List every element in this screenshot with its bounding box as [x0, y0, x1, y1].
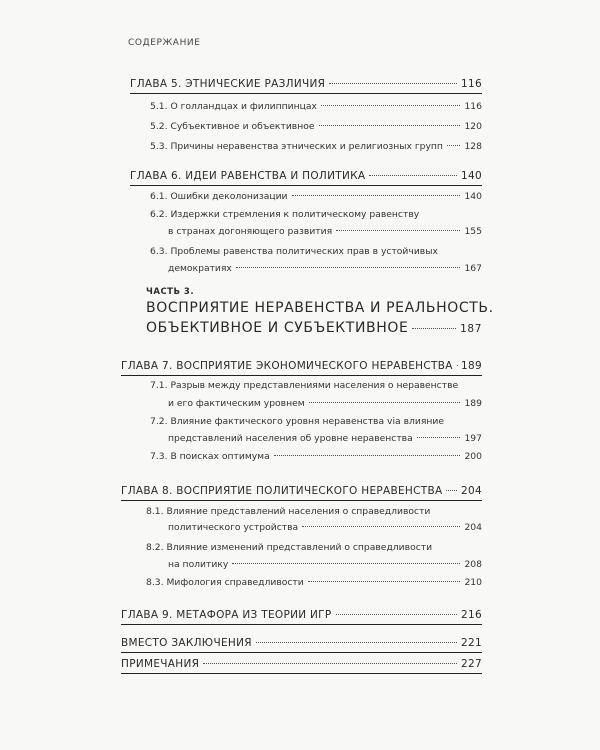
- toc-section-5-3: [150, 141, 482, 152]
- chapter-underline: [130, 185, 482, 186]
- toc-chapter-title: ВМЕСТО ЗАКЛЮЧЕНИЯ: [121, 637, 252, 649]
- page-header: СОДЕРЖАНИЕ: [128, 38, 201, 48]
- toc-section-7-2: [168, 433, 482, 444]
- part-title: ВОСПРИЯТИЕ НЕРАВЕНСТВА И РЕАЛЬНОСТЬ.: [146, 300, 494, 316]
- toc-section-title: 8.2. Влияние изменений представлений о справедливости: [146, 542, 433, 553]
- toc-section-5-2: [150, 121, 482, 132]
- toc-section-7-1: [168, 398, 482, 409]
- toc-chapter-9: [121, 609, 482, 621]
- toc-part-3: [146, 320, 482, 336]
- toc-page-number: 140: [464, 191, 482, 202]
- toc-section-title-cont: представлений населения об уровне неравенства: [168, 433, 413, 444]
- toc-chapter-title: ПРИМЕЧАНИЯ: [121, 658, 200, 670]
- toc-page-number: 197: [464, 433, 482, 444]
- chapter-underline: [121, 673, 482, 674]
- toc-page-number: 204: [461, 485, 482, 497]
- toc-page-number: 216: [461, 609, 482, 621]
- toc-section-title-cont: на политику: [168, 559, 229, 570]
- toc-page-number: 210: [464, 577, 482, 588]
- toc-page-number: 208: [464, 559, 482, 570]
- toc-chapter-8: [121, 485, 482, 497]
- chapter-underline: [121, 500, 482, 501]
- toc-section-6-3: [168, 263, 482, 274]
- toc-page-number: 116: [461, 78, 482, 90]
- chapter-underline: [121, 375, 482, 376]
- toc-notes: [121, 658, 482, 670]
- toc-section-title: 8.1. Влияние представлений населения о справедливости: [146, 506, 431, 517]
- toc-page-number: 128: [464, 141, 482, 152]
- toc-section-title-cont: и его фактическим уровнем: [168, 398, 305, 409]
- toc-page-number: 200: [464, 451, 482, 462]
- toc-section-6-1: [150, 191, 482, 202]
- toc-section-title: 5.2. Субъективное и объективное: [150, 121, 315, 132]
- toc-page-number: 221: [461, 637, 482, 649]
- toc-chapter-6: [130, 170, 482, 182]
- toc-chapter-title: ГЛАВА 7. ВОСПРИЯТИЕ ЭКОНОМИЧЕСКОГО НЕРАВЕНСТВА: [121, 360, 453, 372]
- toc-section-5-1: [150, 101, 482, 112]
- toc-chapter-7: [121, 360, 482, 372]
- toc-section-title: 7.2. Влияние фактического уровня неравенства via влияние: [150, 416, 444, 427]
- toc-section-title: 5.1. О голландцах и филиппинцах: [150, 101, 317, 112]
- toc-section-8-1: [168, 522, 482, 533]
- toc-page-number: 155: [464, 226, 482, 237]
- toc-chapter-title: ГЛАВА 8. ВОСПРИЯТИЕ ПОЛИТИЧЕСКОГО НЕРАВЕНСТВА: [121, 485, 443, 497]
- toc-page-number: 120: [464, 121, 482, 132]
- toc-section-8-3: [146, 577, 482, 588]
- part-label: ЧАСТЬ 3.: [146, 287, 195, 297]
- toc-section-title-cont: политического устройства: [168, 522, 299, 533]
- toc-section-title: 6.2. Издержки стремления к политическому равенству: [150, 209, 420, 220]
- toc-section-title-cont: демократиях: [168, 263, 232, 274]
- toc-chapter-title: ГЛАВА 5. ЭТНИЧЕСКИЕ РАЗЛИЧИЯ: [130, 78, 326, 90]
- toc-page-number: 167: [464, 263, 482, 274]
- toc-page-number: 116: [464, 101, 482, 112]
- toc-page-number: 187: [460, 323, 482, 335]
- toc-page-number: 189: [461, 360, 482, 372]
- toc-section-title-cont: в странах догоняющего развития: [168, 226, 333, 237]
- chapter-underline: [121, 624, 482, 625]
- toc-section-title: 5.3. Причины неравенства этнических и религиозных групп: [150, 141, 443, 152]
- toc-section-title: 8.3. Мифология справедливости: [146, 577, 304, 588]
- toc-section-title: 7.1. Разрыв между представлениями населения о неравенстве: [150, 380, 459, 391]
- part-title-cont: ОБЪЕКТИВНОЕ И СУБЪЕКТИВНОЕ: [146, 320, 409, 336]
- toc-section-6-2: [168, 226, 482, 237]
- toc-section-title: 7.3. В поисках оптимума: [150, 451, 270, 462]
- toc-page-number: 189: [464, 398, 482, 409]
- toc-page-number: 140: [461, 170, 482, 182]
- toc-section-8-2: [168, 559, 482, 570]
- toc-conclusion: [121, 637, 482, 649]
- toc-section-title: 6.1. Ошибки деколонизации: [150, 191, 288, 202]
- toc-chapter-title: ГЛАВА 6. ИДЕИ РАВЕНСТВА И ПОЛИТИКА: [130, 170, 366, 182]
- toc-page-number: 227: [461, 658, 482, 670]
- chapter-underline: [121, 652, 482, 653]
- toc-chapter-title: ГЛАВА 9. МЕТАФОРА ИЗ ТЕОРИИ ИГР: [121, 609, 332, 621]
- chapter-underline: [130, 93, 482, 94]
- toc-page-number: 204: [464, 522, 482, 533]
- toc-section-title: 6.3. Проблемы равенства политических прав в устойчивых: [150, 246, 438, 257]
- toc-section-7-3: [150, 451, 482, 462]
- toc-chapter-5: [130, 78, 482, 90]
